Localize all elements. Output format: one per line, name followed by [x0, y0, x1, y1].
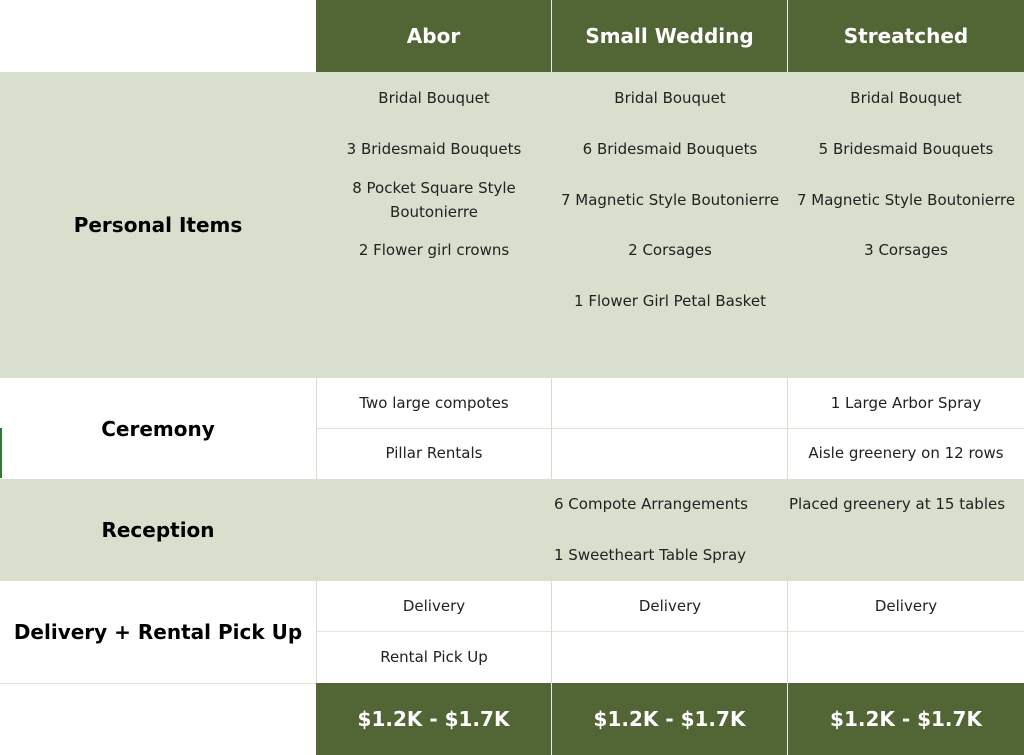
header-small-wedding: Small Wedding — [552, 0, 787, 72]
left-edge-marker — [0, 428, 2, 478]
header-empty-cell — [0, 0, 316, 72]
reception-col2-item: 1 Sweetheart Table Spray — [554, 546, 747, 564]
delivery-col2-item: Delivery — [638, 597, 702, 615]
delivery-label: Delivery + Rental Pick Up — [13, 620, 303, 644]
delivery-col1-item: Delivery — [402, 597, 466, 615]
personal-col2-item: 1 Flower Girl Petal Basket — [574, 292, 766, 310]
personal-col3-item: Bridal Bouquet — [850, 89, 962, 107]
ceremony-col1-item: Pillar Rentals — [385, 444, 483, 462]
personal-col1-item: 3 Bridesmaid Bouquets — [346, 140, 522, 158]
ceremony-col3-item: Aisle greenery on 12 rows — [808, 444, 1004, 462]
reception-col2-item: 6 Compote Arrangements — [554, 495, 748, 513]
personal-col2-item: 2 Corsages — [628, 241, 712, 259]
personal-col3-item: 7 Magnetic Style Boutonierre — [796, 191, 1016, 209]
price-abor: $1.2K - $1.7K — [316, 683, 551, 755]
personal-col3-item: 5 Bridesmaid Bouquets — [818, 140, 994, 158]
personal-col3-item: 3 Corsages — [864, 241, 948, 259]
delivery-col3-item: Delivery — [874, 597, 938, 615]
personal-col1-item: Bridal Bouquet — [378, 89, 490, 107]
ceremony-col3-item: 1 Large Arbor Spray — [830, 394, 982, 412]
reception-label: Reception — [101, 518, 215, 542]
personal-col2-item: 6 Bridesmaid Bouquets — [582, 140, 758, 158]
personal-col1-item: 2 Flower girl crowns — [358, 241, 510, 259]
price-small-wedding: $1.2K - $1.7K — [552, 683, 787, 755]
personal-col2-item: 7 Magnetic Style Boutonierre — [560, 191, 780, 209]
reception-col3-item: Placed greenery at 15 tables — [789, 495, 1006, 513]
header-streatched: Streatched — [788, 0, 1024, 72]
delivery-col1-item: Rental Pick Up — [380, 648, 488, 666]
ceremony-col1-item: Two large compotes — [359, 394, 509, 412]
personal-col2-item: Bridal Bouquet — [614, 89, 726, 107]
ceremony-label: Ceremony — [101, 416, 215, 441]
personal-items-label: Personal Items — [73, 213, 243, 237]
price-streatched: $1.2K - $1.7K — [788, 683, 1024, 755]
personal-col1-item: 8 Pocket Square Style Boutonierre — [352, 179, 516, 221]
header-abor: Abor — [316, 0, 551, 72]
price-empty-cell — [0, 684, 316, 755]
